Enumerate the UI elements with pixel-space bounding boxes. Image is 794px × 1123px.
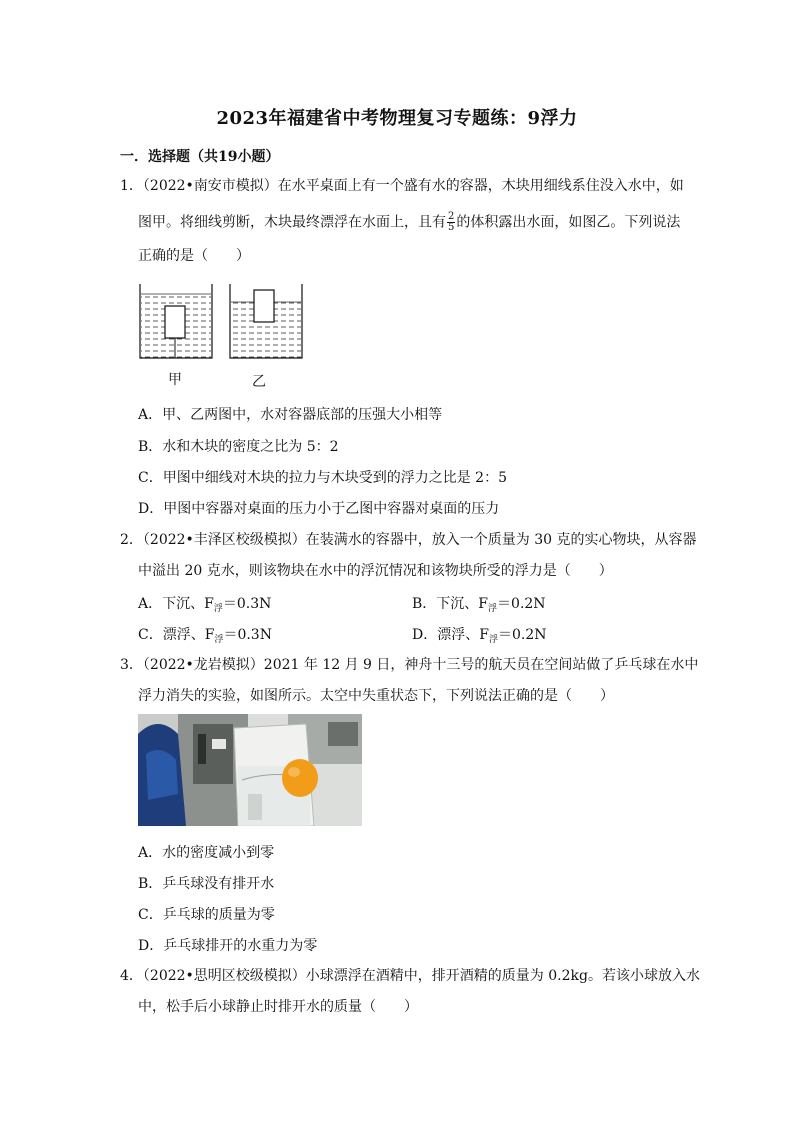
q3-line-2: 浮力消失的实验，如图所示。太空中失重状态下，下列说法正确的是（ ） xyxy=(138,688,614,704)
figure-label-jia: 甲 xyxy=(168,372,182,388)
subscript: 浮 xyxy=(213,604,223,614)
subscript: 浮 xyxy=(488,635,498,645)
q2-option-c-value: ＝0.3N xyxy=(223,627,272,643)
q3-line-1: 3．（2022•龙岩模拟）2021 年 12 月 9 日，神舟十三号的航天员在空间站做了乒乓球在水中 xyxy=(120,657,699,673)
space-station-photo xyxy=(138,714,362,826)
document-title: 2023年福建省中考物理复习专题练：9浮力 xyxy=(216,108,578,129)
q1-line-2-a: 图甲。将细线剪断，木块最终漂浮在水面上，且有 xyxy=(138,214,446,231)
q1-line-3: 正确的是（ ） xyxy=(138,248,250,264)
fraction xyxy=(447,212,455,233)
q3-option-a: A．水的密度减小到零 xyxy=(138,845,275,861)
q2-option-a xyxy=(138,593,271,614)
q1-line-2 xyxy=(138,212,680,233)
q2-option-c xyxy=(138,624,272,645)
q1-line-2-b: 的体积露出水面，如图乙。下列说法 xyxy=(456,214,681,231)
q4-line-2: 中，松手后小球静止时排开水的质量（ ） xyxy=(138,999,418,1015)
q2-option-b-text: B．下沉、F xyxy=(412,596,489,612)
q2-option-c-text: C．漂浮、F xyxy=(138,627,215,643)
q2-option-d-value: ＝0.2N xyxy=(497,627,547,643)
q3-option-b: B．乒乓球没有排开水 xyxy=(138,876,275,892)
q2-option-b xyxy=(412,593,546,614)
q2-line-2: 中溢出 20 克水，则该物块在水中的浮沉情况和该物块所受的浮力是（ ） xyxy=(138,563,613,579)
figure-label-yi: 乙 xyxy=(252,374,266,390)
q2-option-d-text: D．漂浮、F xyxy=(412,627,489,643)
q2-option-b-value: ＝0.2N xyxy=(497,596,546,612)
q3-option-c: C．乒乓球的质量为零 xyxy=(138,907,275,923)
q1-figure xyxy=(136,282,306,366)
q1-option-a: A．甲、乙两图中，水对容器底部的压强大小相等 xyxy=(138,407,443,423)
floating-wood-block xyxy=(254,290,274,322)
q3-option-d: D．乒乓球排开的水重力为零 xyxy=(138,938,318,954)
q1-option-d: D．甲图中容器对桌面的压力小于乙图中容器对桌面的压力 xyxy=(138,501,500,517)
q1-option-b: B．水和木块的密度之比为 5：2 xyxy=(138,439,339,455)
fraction-denominator: 5 xyxy=(448,222,455,233)
section-heading: 一．选择题（共19小题） xyxy=(120,149,280,165)
q1-option-c: C．甲图中细线对木块的拉力与木块受到的浮力之比是 2：5 xyxy=(138,470,507,486)
fraction-numerator: 2 xyxy=(448,211,455,222)
q1-line-1: 1．（2022•南安市模拟）在水平桌面上有一个盛有水的容器，木块用细线系住没入水中，如 xyxy=(120,178,684,194)
q2-option-a-text: A．下沉、F xyxy=(138,596,214,612)
q2-option-d xyxy=(412,624,546,645)
container-jia xyxy=(140,284,212,358)
container-yi xyxy=(230,284,302,358)
q2-option-a-value: ＝0.3N xyxy=(222,596,272,612)
wood-block xyxy=(165,306,185,338)
q4-line-1: 4．（2022•思明区校级模拟）小球漂浮在酒精中，排开酒精的质量为 0.2kg。若该小球放入水 xyxy=(120,968,700,984)
subscript: 浮 xyxy=(214,635,224,645)
q2-line-1: 2．（2022•丰泽区校级模拟）在装满水的容器中，放入一个质量为 30 克的实心物块，从容器 xyxy=(120,532,697,548)
subscript: 浮 xyxy=(488,604,498,614)
